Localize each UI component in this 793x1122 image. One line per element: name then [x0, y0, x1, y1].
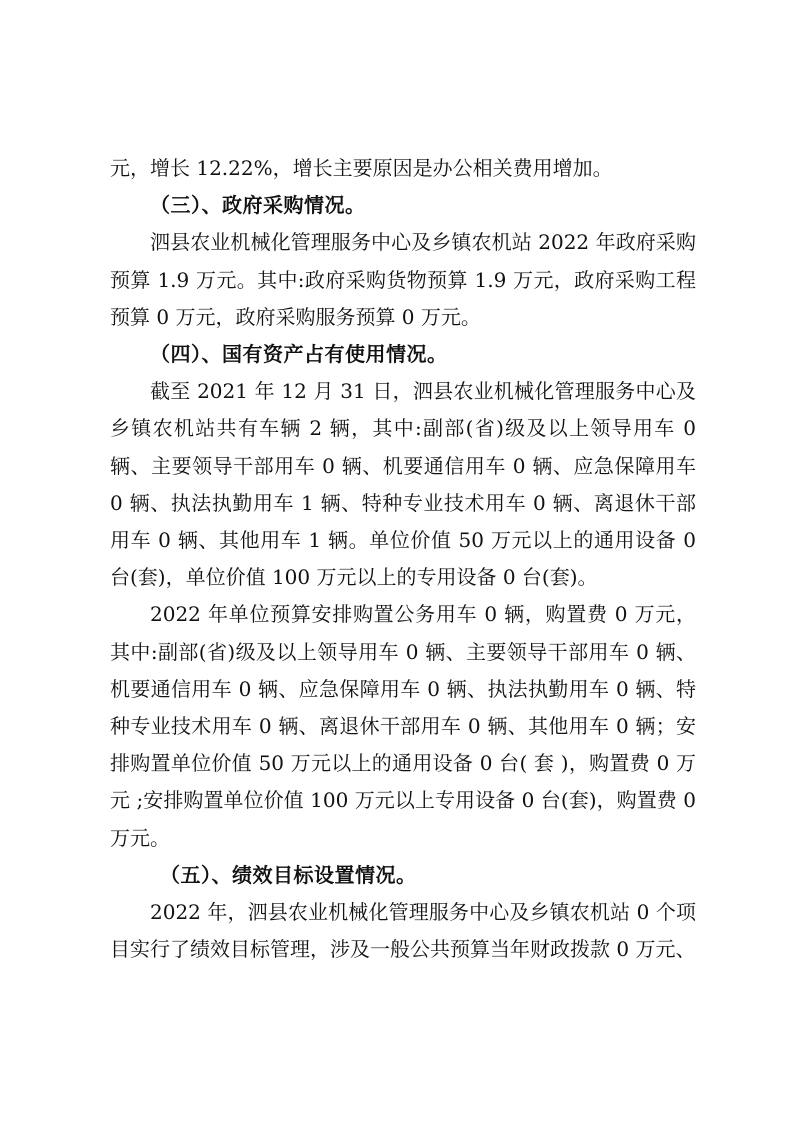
section-heading-assets: （四）、国有资产占有使用情况。 — [150, 342, 448, 367]
document-page — [110, 150, 696, 968]
paragraph-procurement: 泗县农业机械化管理服务中心及乡镇农机站 2022 年政府采购预算 1.9 万元。其中:政府采购货物预算 1.9 万元，政府采购工程预算 0 万元，政府采购服务预算 0 万元。 — [110, 230, 696, 329]
section-heading-performance: （五）、绩效目标设置情况。 — [160, 862, 417, 887]
paragraph-vehicle-purchase-plan: 2022 年单位预算安排购置公务用车 0 辆，购置费 0 万元，其中:副部(省)级及以上领导用车 0 辆、主要领导干部用车 0 辆、机要通信用车 0 辆、应急保障用车 0 辆、执法执勤用车 0 辆、特种专业技术用车 0 辆、离退休干部用车 0 辆、其他用车 0 辆；安排购置单位价值 50 万元以上的通用设备 0 台( 套 )，购置费 0 万元 ;安排购置单位价值 100 万元以上专用设备 0 台(套)，购置费 0 万元。 — [110, 602, 696, 850]
paragraph-performance: 2022 年，泗县农业机械化管理服务中心及乡镇农机站 0 个项目实行了绩效目标管理，涉及一般公共预算当年财政拨款 0 万元、 — [110, 900, 696, 962]
paragraph-continuation: 元，增长 12.22%，增长主要原因是办公相关费用增加。 — [110, 156, 613, 180]
paragraph-assets-vehicles: 截至 2021 年 12 月 31 日，泗县农业机械化管理服务中心及乡镇农机站共有车辆 2 辆，其中:副部(省)级及以上领导用车 0 辆、主要领导干部用车 0 辆、机要通信用车 0 辆、应急保障用车 0 辆、执法执勤用车 1 辆、特种专业技术用车 0 辆、离退休干部用车 0 辆、其他用车 1 辆。单位价值 50 万元以上的通用设备 0 台(套)，单位价值 100 万元以上的专用设备 0 台(套)。 — [110, 379, 696, 590]
section-heading-procurement: （三）、政府采购情况。 — [150, 193, 366, 218]
